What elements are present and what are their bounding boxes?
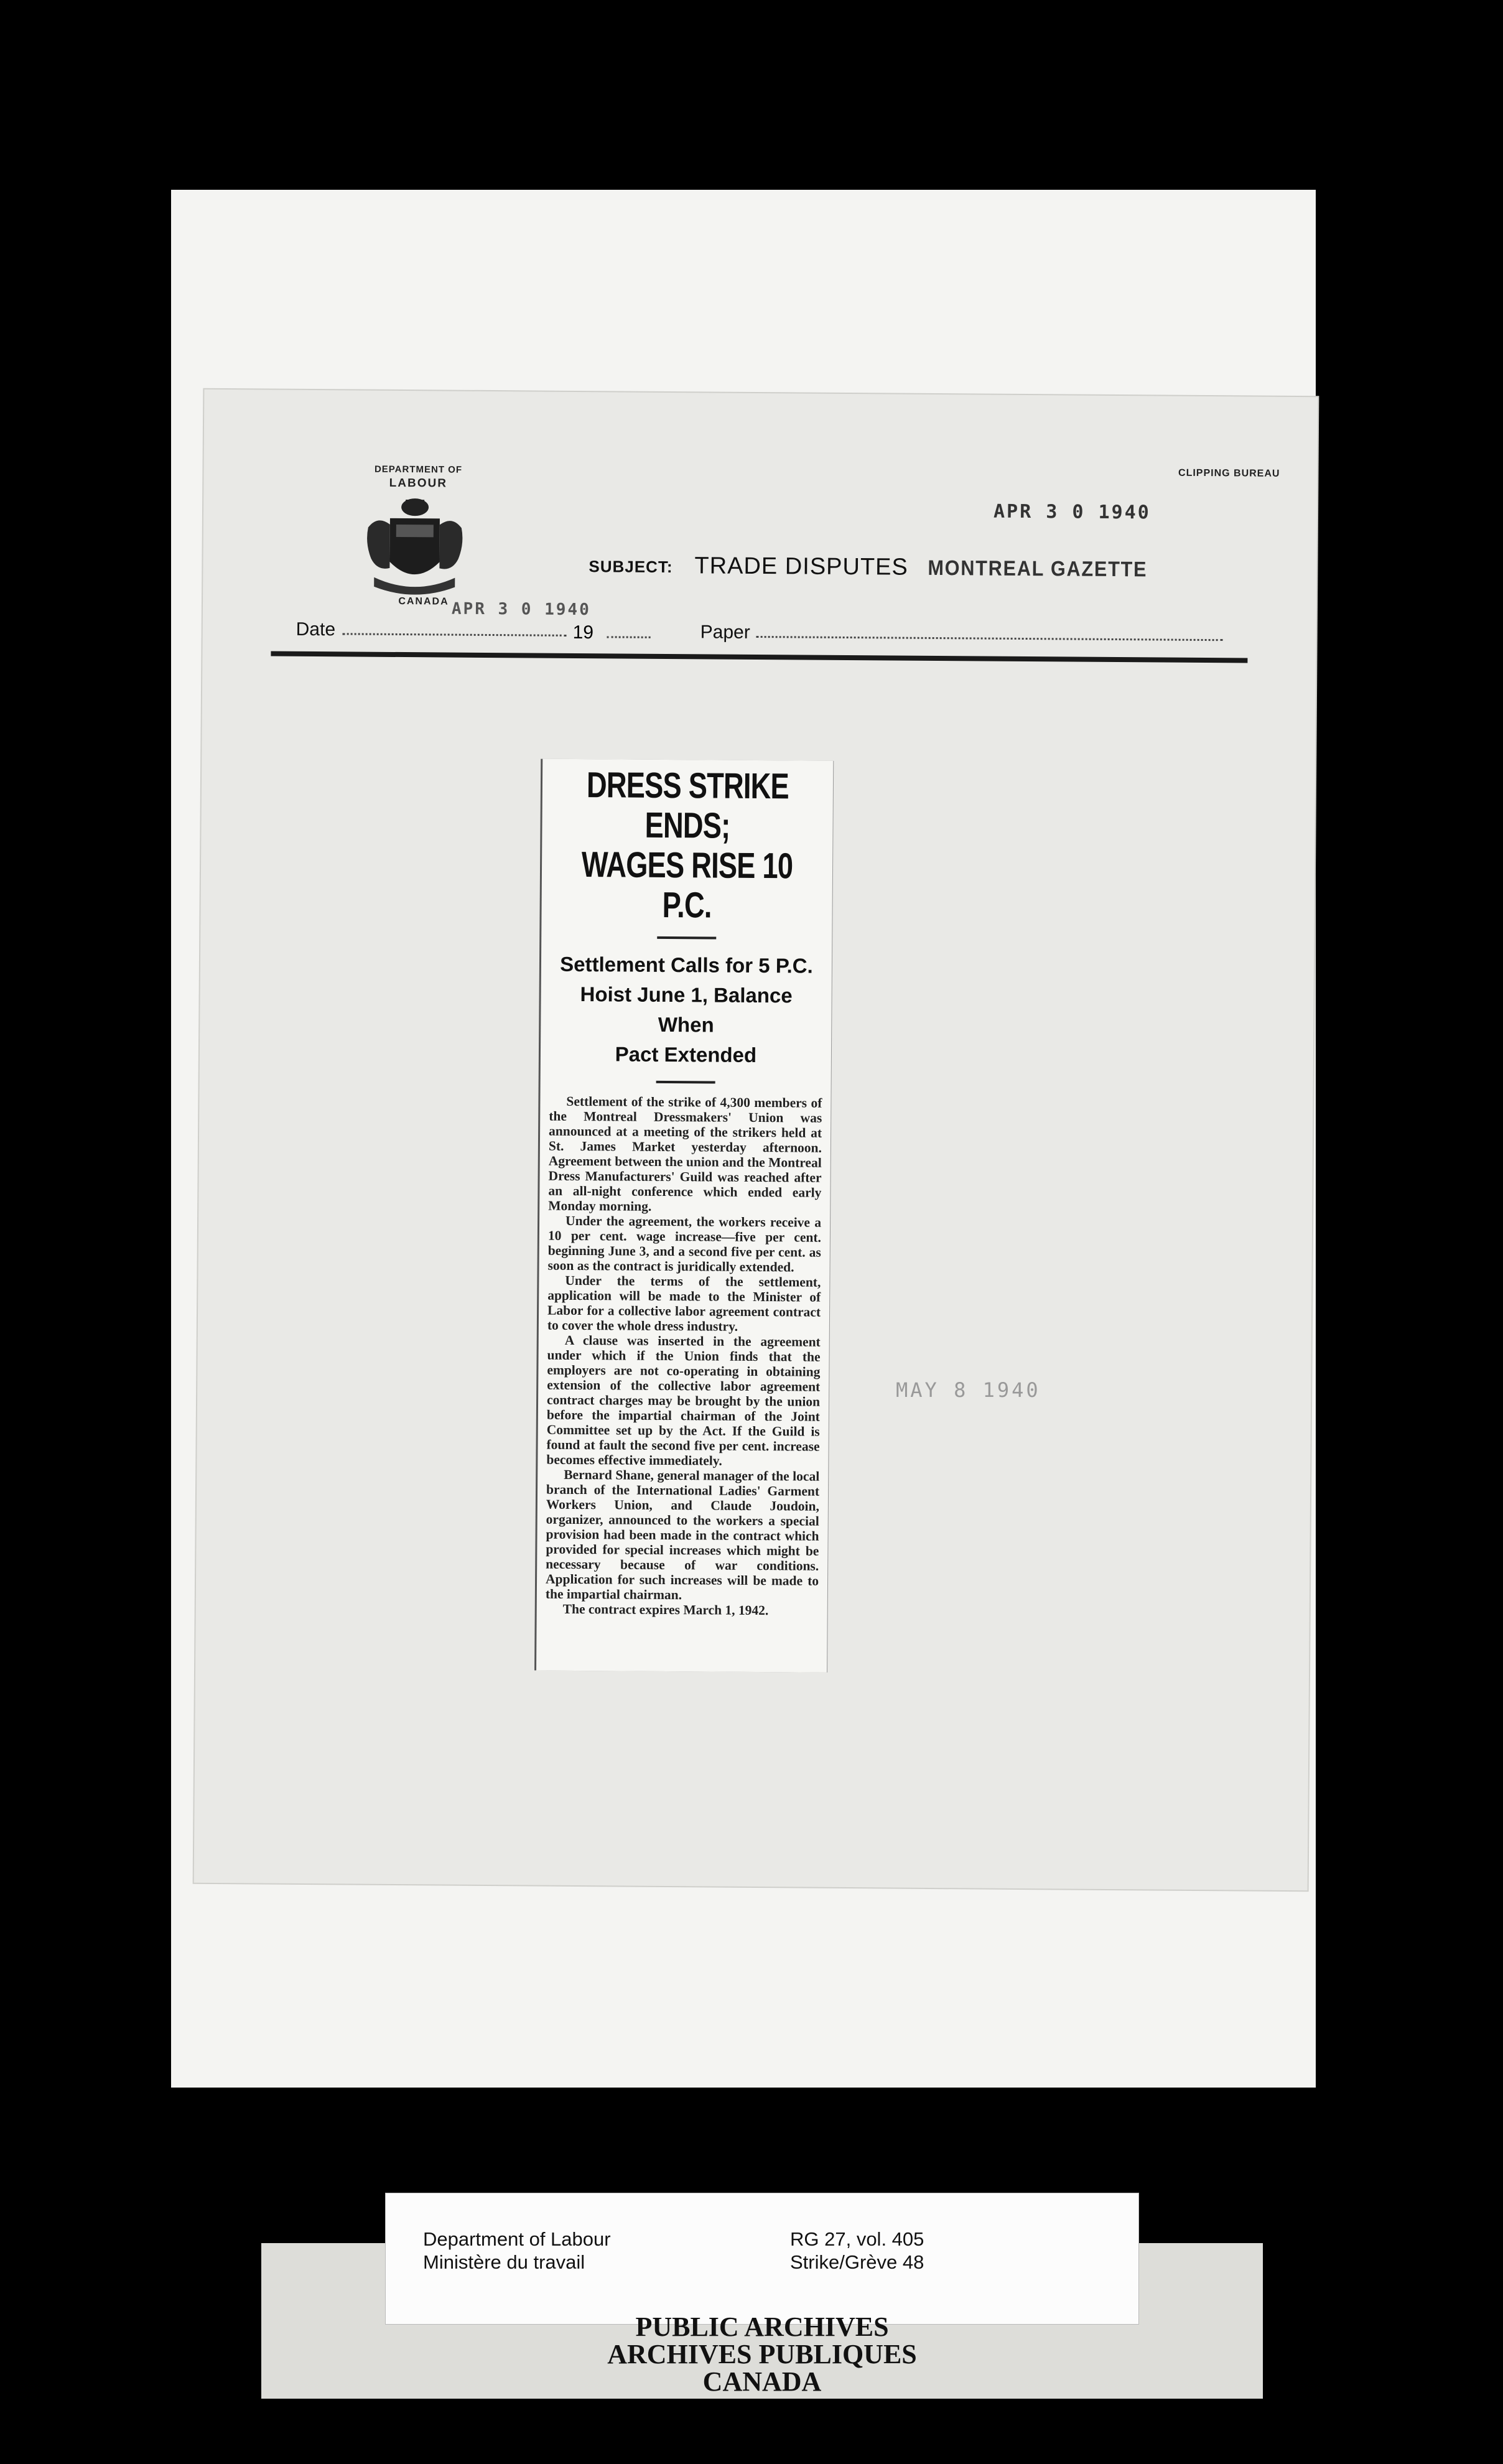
subhead-line-3: Pact Extended [615,1042,757,1067]
subject-label: SUBJECT: [589,557,673,577]
subhead-line-2: Hoist June 1, Balance When [580,982,793,1037]
article-paragraph: Under the agreement, the workers receive a 10 per cent. wage increase—five per cent. beginning June 3, and a second five per cent. as soon as the contract is juridically extended. [547,1213,822,1275]
headline-line-2: WAGES RISE 10 P.C. [581,844,793,926]
date-stamp: APR 3 0 1940 [451,599,591,620]
archive-department [423,2228,611,2274]
department-french: Ministère du travail [423,2251,585,2273]
headline-rule [657,936,716,940]
article-paragraph: Under the terms of the settlement, application will be made to the Minister of Labor for a collective labor agreement contract to cover the whole dress industry. [547,1272,821,1334]
archives-title [261,2313,1263,2396]
article-body [546,1094,822,1618]
coat-of-arms-icon [355,493,474,599]
article-paragraph: Settlement of the strike of 4,300 members of the Montreal Dressmakers' Union was announced at a meeting of the strikers held at St. James Market yesterday afternoon. Agreement between the union and the Montreal Dress Manufacturers' Guild was reached after an all-night conference which ended early Monday morning. [548,1093,822,1214]
year-prefix: 19 [572,622,594,643]
filed-date-stamp: MAY 8 1940 [896,1378,1041,1402]
date-field-line [343,633,567,637]
paper-field-line [756,636,1223,641]
paper-label: Paper [700,622,750,643]
newspaper-clipping [534,759,833,1673]
article-paragraph: The contract expires March 1, 1942. [562,1601,769,1618]
department-english: Department of Labour [423,2228,611,2250]
headline-line-1: DRESS STRIKE ENDS; [586,765,789,846]
dept-country: CANADA [398,595,449,607]
article-paragraph: A clause was inserted in the agreement under which if the Union finds that the employers are not co-operating in obtaining extension of the collective labor agreement contract charges may be brought by the union before the impartial chairman of the Joint Committee set up by the Act. If the Guild is found at fault the second five per cent. increase becomes effective immediately. [546,1332,821,1468]
archive-reference [790,2228,924,2274]
dept-line-2: LABOUR [389,476,448,490]
record-group-reference: RG 27, vol. 405 [790,2228,924,2250]
archives-title-en: PUBLIC ARCHIVES [635,2312,889,2342]
dept-line-1: DEPARTMENT OF [374,464,463,475]
clipping-form [194,390,1318,1890]
archives-title-country: CANADA [702,2366,822,2397]
archive-reference-card [386,2193,1138,2324]
strike-number: Strike/Grève 48 [790,2251,924,2273]
subject-value: TRADE DISPUTES [694,553,908,581]
clipping-bureau-label: CLIPPING BUREAU [1178,467,1280,479]
header-rule [271,651,1247,663]
subhead-line-1: Settlement Calls for 5 P.C. [560,952,813,978]
archives-title-fr: ARCHIVES PUBLIQUES [607,2339,917,2369]
subhead-rule [656,1081,715,1084]
date-label: Date [295,618,336,640]
paper-name-stamp: MONTREAL GAZETTE [928,556,1148,582]
article-paragraph: Bernard Shane, general manager of the local branch of the International Ladies' Garment Workers Union, and Claude Joudoin, organizer, announced to the workers a special provision had been made in the contract which provided for special increases which might be necessary because of war conditions. Application for such increases will be made to the impartial chairman. [545,1467,820,1603]
received-date-stamp: APR 3 0 1940 [993,500,1151,524]
year-field-line [607,636,651,638]
